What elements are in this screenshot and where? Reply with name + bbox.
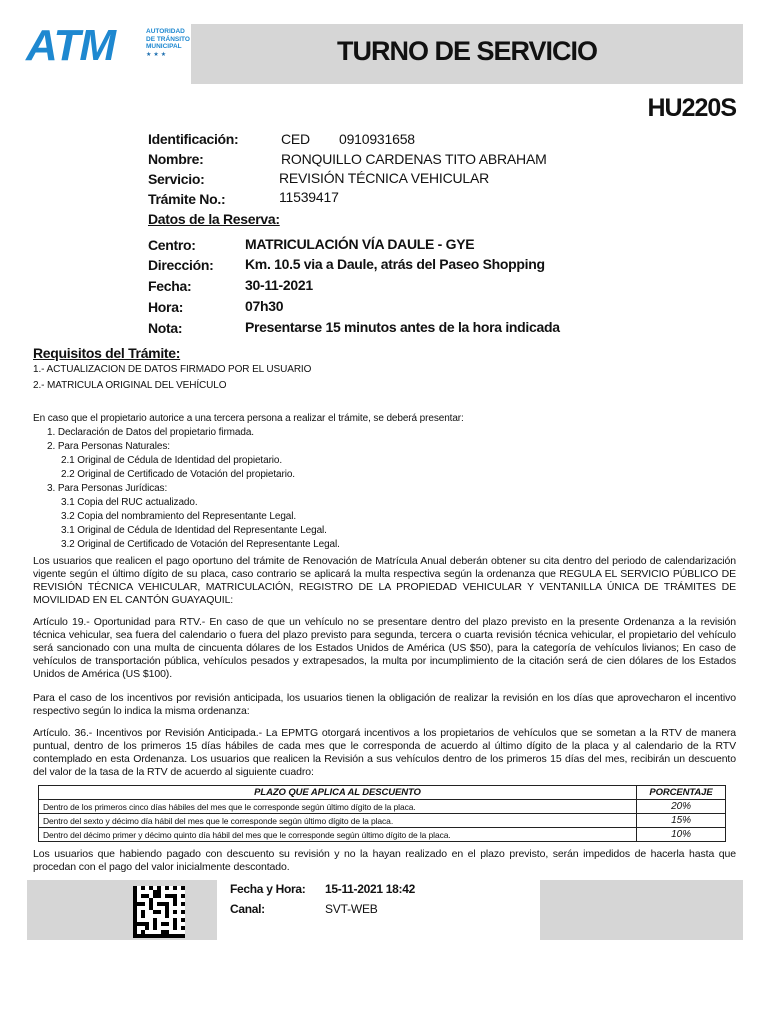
fecha-label: Fecha:	[148, 278, 192, 294]
footer-fecha-value: 15-11-2021 18:42	[325, 882, 415, 896]
requisitos-heading: Requisitos del Trámite:	[33, 345, 181, 361]
table-cell-plazo: Dentro del décimo primer y décimo quinto día hábil del mes que le corresponde según último dígito de la placa.	[39, 828, 637, 842]
table-header-row	[39, 786, 726, 800]
paragraph-renovacion: Los usuarios que realicen el pago oportuno del trámite de Renovación de Matrícula Anual deberán obtener su cita dentro del periodo de calendarización vigente según el último dígito de su placa, caso contrario se aplicará la multa respectiva según la ordenanza que REGULA EL SERVICIO PÚBLICO DE REVISIÓN TÉCNICA VEHICULAR, MATRICULACIÓN, REGISTRO DE LA PROPIEDAD VEHICULAR Y VENTANILLA ÚNICA DE TRÁMITES DE MOVILIDAD EN EL CANTÓN GUAYAQUIL:	[33, 555, 736, 606]
id-type: CED	[281, 131, 310, 147]
footer-fecha-label: Fecha y Hora:	[230, 882, 306, 896]
paragraph-impedidos: Los usuarios que habiendo pagado con descuento su revisión y no la hayan realizado en el plazo previsto, serán impedidos de hacerla hasta que procedan con el pago del valor inicialmente descontado.	[33, 848, 736, 873]
atm-logo-subtitle	[146, 28, 190, 51]
tercera-subitem: 3.2 Original de Certificado de Votación del Representante Legal.	[61, 539, 340, 550]
requisito-item-1: 1.- ACTUALIZACION DE DATOS FIRMADO POR EL USUARIO	[33, 364, 312, 375]
tercera-subitem: 3.1 Copia del RUC actualizado.	[61, 497, 198, 508]
table-cell-plazo: Dentro del sexto y décimo día hábil del mes que le corresponde según último dígito de la placa.	[39, 814, 637, 828]
paragraph-incentivos: Para el caso de los incentivos por revisión anticipada, los usuarios tienen la obligación de realizar la revisión en los días que aprovecharon el incentivo respectivo según lo indica la misma ordenanza:	[33, 692, 736, 717]
direccion-value: Km. 10.5 via a Daule, atrás del Paseo Shopping	[245, 256, 545, 272]
reserva-heading: Datos de la Reserva:	[148, 211, 280, 227]
tercera-subitem: 3.1 Original de Cédula de Identidad del Representante Legal.	[61, 525, 327, 536]
tercera-intro: En caso que el propietario autorice a una tercera persona a realizar el trámite, se deberá presentar:	[33, 413, 464, 424]
page-title: TURNO DE SERVICIO	[336, 36, 598, 66]
footer-canal-value: SVT-WEB	[325, 902, 378, 916]
tercera-item: 3. Para Personas Jurídicas:	[47, 483, 168, 494]
table-row	[39, 814, 726, 828]
direccion-label: Dirección:	[148, 257, 214, 273]
table-header-plazo: PLAZO QUE APLICA AL DESCUENTO	[39, 786, 637, 800]
table-cell-porcentaje: 20%	[637, 800, 726, 814]
discount-table	[38, 785, 726, 842]
requisito-item-2: 2.- MATRICULA ORIGINAL DEL VEHÍCULO	[33, 380, 227, 391]
id-number: 0910931658	[339, 131, 415, 147]
datamatrix-code-icon	[133, 886, 185, 938]
footer-left-panel	[27, 880, 217, 940]
logo-sub-line-3: MUNICIPAL	[146, 43, 182, 50]
paragraph-articulo-36: Artículo. 36.- Incentivos por Revisión Anticipada.- La EPMTG otorgará incentivos a los propietarios de vehículos que se sometan a la RTV de manera puntual, dentro de los primeros 15 días hábiles de cada mes que le corresponda de acuerdo al último dígito de la placa y al calendario de la RTV contemplado en esta Ordenanza. Los usuarios que realicen la Revisión a sus vehículos dentro de los primeros 15 días del mes, recibirán un descuento del valor de la tasa de la RTV de acuerdo al siguiente cuadro:	[33, 727, 736, 778]
table-cell-porcentaje: 10%	[637, 828, 726, 842]
atm-logo: ATM	[26, 21, 116, 70]
tercera-subitem: 2.2 Original de Certificado de Votación del propietario.	[61, 469, 295, 480]
logo-stars-icon: ★★★	[146, 52, 169, 58]
tramite-value: 11539417	[279, 189, 339, 205]
tercera-item: 1. Declaración de Datos del propietario firmada.	[47, 427, 254, 438]
table-row	[39, 800, 726, 814]
tercera-subitem: 3.2 Copia del nombramiento del Representante Legal.	[61, 511, 297, 522]
footer-canal-label: Canal:	[230, 902, 265, 916]
centro-label: Centro:	[148, 237, 196, 253]
table-header-porcentaje: PORCENTAJE	[637, 786, 726, 800]
tercera-subitem: 2.1 Original de Cédula de Identidad del propietario.	[61, 455, 283, 466]
name-label: Nombre:	[148, 151, 204, 167]
table-row	[39, 828, 726, 842]
logo-sub-line-1: AUTORIDAD	[146, 28, 185, 35]
service-value: REVISIÓN TÉCNICA VEHICULAR	[279, 170, 490, 186]
hora-value: 07h30	[245, 298, 284, 314]
id-label: Identificación:	[148, 131, 239, 147]
centro-value: MATRICULACIÓN VÍA DAULE - GYE	[245, 236, 475, 252]
tercera-item: 2. Para Personas Naturales:	[47, 441, 170, 452]
table-cell-porcentaje: 15%	[637, 814, 726, 828]
footer-right-panel	[540, 880, 743, 940]
paragraph-articulo-19: Artículo 19.- Oportunidad para RTV.- En caso de que un vehículo no se presentare dentro del plazo previsto en la presente Ordenanza a la revisión técnica vehicular, sea fuera del calendario o fuera del plazo previsto para segunda, tercera o cuarta revisión técnica vehicular, el propietario del vehículo será sancionado con una multa de cincuenta dólares de los Estados Unidos de América (US $50), para la categoría de vehículos livianos; En caso de vehículos de transportación pública, vehículos pesados y extrapesados, la multa por incumplimiento de la citación será de cien dólares de los Estados Unidos de América (US $100).	[33, 616, 736, 680]
service-label: Servicio:	[148, 171, 205, 187]
name-value: RONQUILLO CARDENAS TITO ABRAHAM	[281, 151, 547, 167]
tramite-label: Trámite No.:	[148, 191, 226, 207]
hora-label: Hora:	[148, 299, 184, 315]
table-cell-plazo: Dentro de los primeros cinco días hábiles del mes que le corresponde según último dígito de la placa.	[39, 800, 637, 814]
logo-sub-line-2: DE TRÁNSITO	[146, 35, 190, 43]
document-code: HU220S	[647, 94, 736, 122]
nota-value: Presentarse 15 minutos antes de la hora indicada	[245, 319, 560, 335]
nota-label: Nota:	[148, 320, 183, 336]
fecha-value: 30-11-2021	[245, 277, 313, 293]
